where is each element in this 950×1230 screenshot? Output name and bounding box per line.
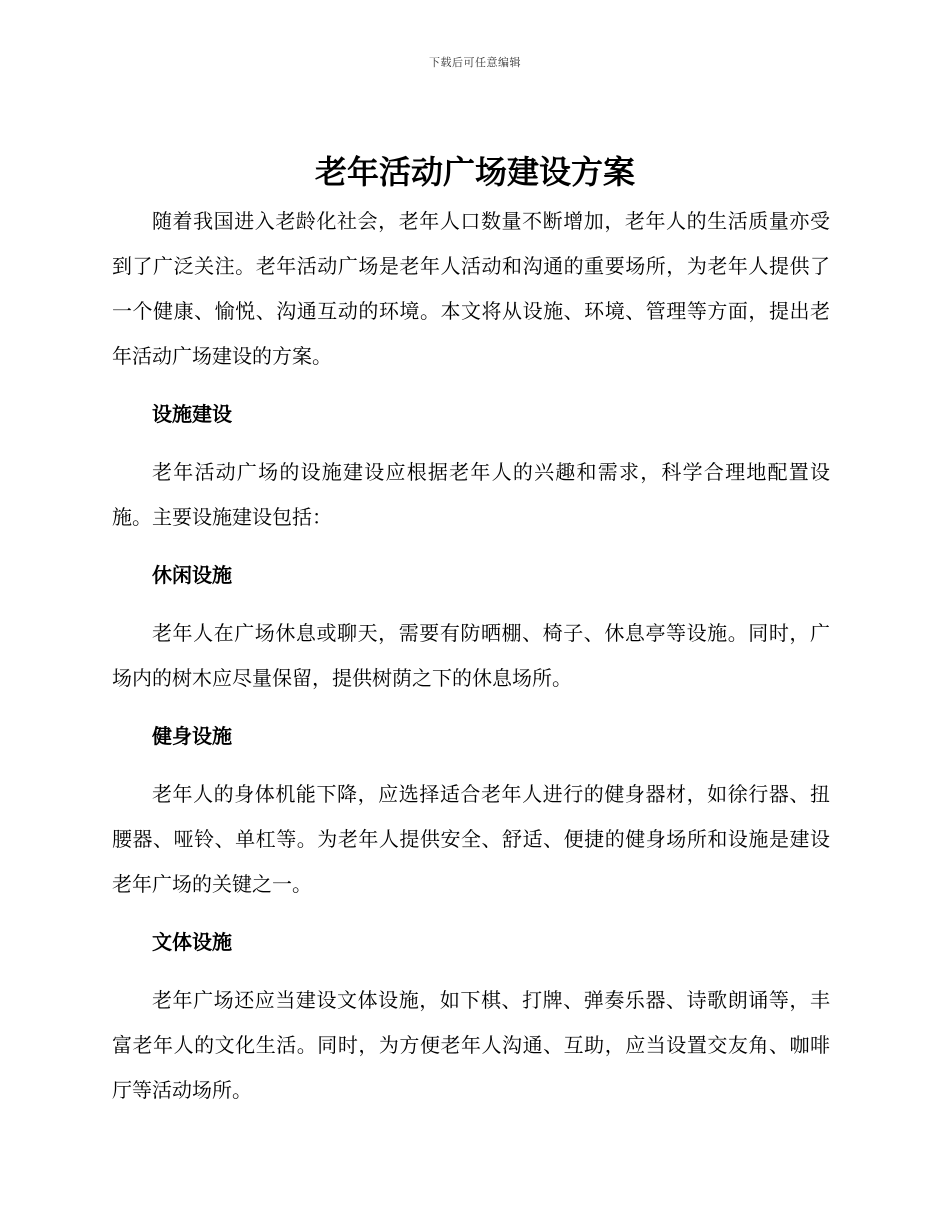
section-heading-fitness: 健身设施	[152, 724, 232, 748]
section-heading-leisure: 休闲设施	[152, 563, 232, 587]
section-heading-facilities: 设施建设	[152, 402, 232, 426]
section-paragraph-facilities: 老年活动广场的设施建设应根据老年人的兴趣和需求，科学合理地配置设施。主要设施建设包括：	[112, 460, 830, 529]
section-heading-culture-sports: 文体设施	[152, 930, 232, 954]
header-note: 下载后可任意编辑	[429, 56, 521, 69]
intro-paragraph: 随着我国进入老龄化社会，老年人口数量不断增加，老年人的生活质量亦受到了广泛关注。老年活动广场是老年人活动和沟通的重要场所，为老年人提供了一个健康、愉悦、沟通互动的环境。本文将从设施、环境、管理等方面，提出老年活动广场建设的方案。	[112, 209, 830, 368]
document-body	[112, 199, 830, 1113]
section-paragraph-leisure: 老年人在广场休息或聊天，需要有防晒棚、椅子、休息亭等设施。同时，广场内的树木应尽量保留，提供树荫之下的休息场所。	[112, 621, 830, 690]
document-title: 老年活动广场建设方案	[314, 153, 635, 191]
section-paragraph-fitness: 老年人的身体机能下降，应选择适合老年人进行的健身器材，如徐行器、扭腰器、哑铃、单杠等。为老年人提供安全、舒适、便捷的健身场所和设施是建设老年广场的关键之一。	[112, 782, 830, 896]
section-paragraph-culture-sports: 老年广场还应当建设文体设施，如下棋、打牌、弹奏乐器、诗歌朗诵等，丰富老年人的文化生活。同时，为方便老年人沟通、互助，应当设置交友角、咖啡厅等活动场所。	[112, 988, 830, 1102]
